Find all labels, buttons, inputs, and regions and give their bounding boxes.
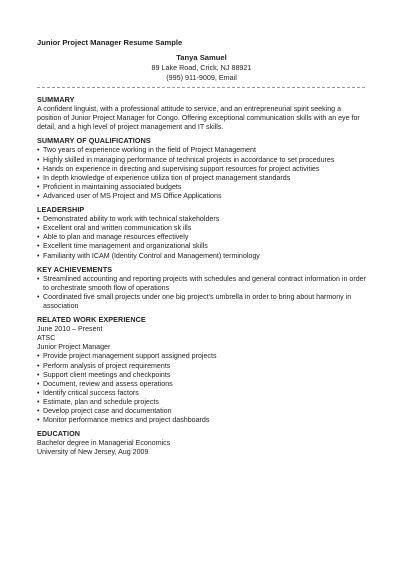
education-section	[37, 429, 367, 457]
leadership-heading: LEADERSHIP	[37, 205, 85, 215]
education-degree: Bachelor degree in Managerial Economics	[37, 439, 171, 448]
summary-section	[37, 95, 367, 132]
list-item: • Document, review and assess operations	[37, 380, 367, 389]
qualifications-list	[37, 146, 367, 201]
achievements-heading: KEY ACHIEVEMENTS	[37, 264, 113, 274]
summary-text: A confident linguist, with a professional attitude to service, and an entrepreneurial spirit seeking a position of Junior Project Manager for Congo. Offering exceptional communication skills with an eye for detail, and a high level of project management and IT skills.	[37, 105, 360, 132]
list-item: • Support client meetings and checkpoints	[37, 371, 367, 380]
list-item: • Excellent oral and written communication sk ills	[37, 224, 367, 233]
list-item: • Perform analysis of project requirements	[37, 362, 367, 371]
contact-header	[0, 53, 403, 83]
achievements-list	[37, 275, 367, 311]
list-item: • Familiarity with ICAM (Identity Control and Management) terminology	[37, 252, 367, 261]
header-divider	[37, 87, 365, 88]
list-item: • Streamlined accounting and reporting projects with schedules and general contract information in order to orchestrate smooth flow of operations	[37, 275, 367, 293]
list-item: • Proficient in maintaining associated budgets	[37, 183, 367, 192]
education-heading: EDUCATION	[37, 429, 81, 439]
list-item: • In depth knowledge of experience utiliza tion of project management standards	[37, 174, 367, 183]
document-title: Junior Project Manager Resume Sample	[37, 38, 183, 47]
list-item: • Identify critical success factors	[37, 389, 367, 398]
education-school: University of New Jersey, Aug 2009	[37, 448, 149, 457]
summary-heading: SUMMARY	[37, 95, 75, 104]
candidate-address: 89 Lake Road, Crick, NJ 88921	[151, 63, 252, 72]
list-item: • Develop project case and documentation	[37, 407, 367, 416]
list-item: • Able to plan and manage resources effectively	[37, 233, 367, 242]
experience-company: ATSC	[37, 334, 56, 343]
list-item: • Estimate, plan and schedule projects	[37, 398, 367, 407]
list-item: • Monitor performance metrics and project dashboards	[37, 416, 367, 425]
list-item: • Advanced user of MS Project and MS Office Applications	[37, 192, 367, 201]
list-item: • Highly skilled in managing performance of technical projects in accordance to set procedures	[37, 156, 367, 165]
candidate-phone-email: (995) 911-9009, Email	[166, 73, 237, 82]
experience-dates: June 2010 – Present	[37, 325, 103, 334]
list-item: • Provide project management support assigned projects	[37, 352, 367, 361]
list-item: • Hands on experience in directing and supervising support resources for project activities	[37, 165, 367, 174]
list-item: • Two years of experience working in the field of Project Management	[37, 146, 367, 155]
qualifications-heading: SUMMARY OF QUALIFICATIONS	[37, 136, 151, 146]
list-item: • Demonstrated ability to work with technical stakeholders	[37, 215, 367, 224]
experience-section	[37, 315, 367, 425]
experience-role: Junior Project Manager	[37, 343, 111, 352]
experience-list	[37, 352, 367, 425]
leadership-section	[37, 205, 367, 261]
qualifications-section	[37, 136, 367, 201]
achievements-section	[37, 265, 367, 311]
list-item: • Excellent time management and organizational skills	[37, 242, 367, 251]
resume-content	[37, 95, 367, 461]
leadership-list	[37, 215, 367, 260]
list-item: • Coordinated five small projects under one big project’s umbrella in order to bring about harmony in association	[37, 293, 367, 311]
experience-heading: RELATED WORK EXPERIENCE	[37, 315, 146, 325]
candidate-name: Tanya Samuel	[176, 53, 227, 62]
